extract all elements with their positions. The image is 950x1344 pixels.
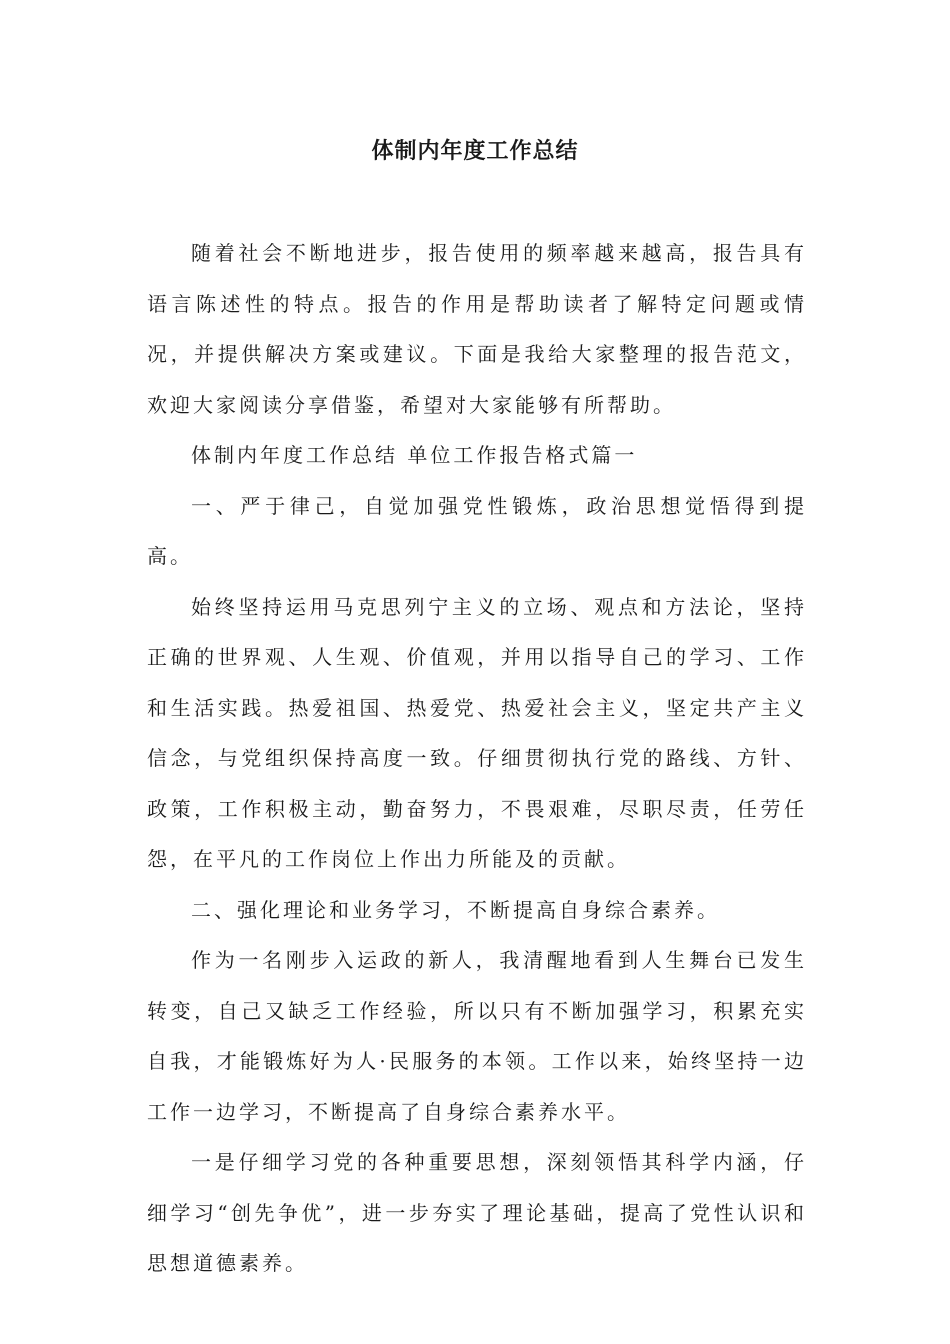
body-paragraph: 始终坚持运用马克思列宁主义的立场、观点和方法论，坚持正确的世界观、人生观、价值观，并用以指导自己的学习、工作和生活实践。热爱祖国、热爱党、热爱社会主义，坚定共产主义信念，与党组织保持高度一致。仔细贯彻执行党的路线、方针、政策，工作积极主动，勤奋努力，不畏艰难，尽职尽责，任劳任怨，在平凡的工作岗位上作出力所能及的贡献。	[147, 594, 807, 871]
subheading-two: 二、强化理论和业务学习，不断提高自身综合素养。	[191, 897, 720, 922]
body-paragraph: 一是仔细学习党的各种重要思想，深刻领悟其科学内涵，仔细学习“创先争优”，进一步夯实了理论基础，提高了党性认识和思想道德素养。	[147, 1150, 807, 1275]
body-paragraph: 作为一名刚步入运政的新人，我清醒地看到人生舞台已发生转变，自己又缺乏工作经验，所以只有不断加强学习，积累充实自我，才能锻炼好为人·民服务的本领。工作以来，始终坚持一边工作一边学习，不断提高了自身综合素养水平。	[147, 948, 807, 1124]
document-body	[147, 228, 807, 1289]
section-heading: 体制内年度工作总结 单位工作报告格式篇一	[191, 443, 638, 467]
document-title: 体制内年度工作总结	[371, 139, 579, 164]
subheading-one: 一、严于律己，自觉加强党性锻炼，政治思想觉悟得到提高。	[147, 493, 807, 568]
intro-paragraph: 随着社会不断地进步，报告使用的频率越来越高，报告具有语言陈述性的特点。报告的作用是帮助读者了解特定问题或情况，并提供解决方案或建议。下面是我给大家整理的报告范文，欢迎大家阅读分享借鉴，希望对大家能够有所帮助。	[147, 241, 807, 417]
